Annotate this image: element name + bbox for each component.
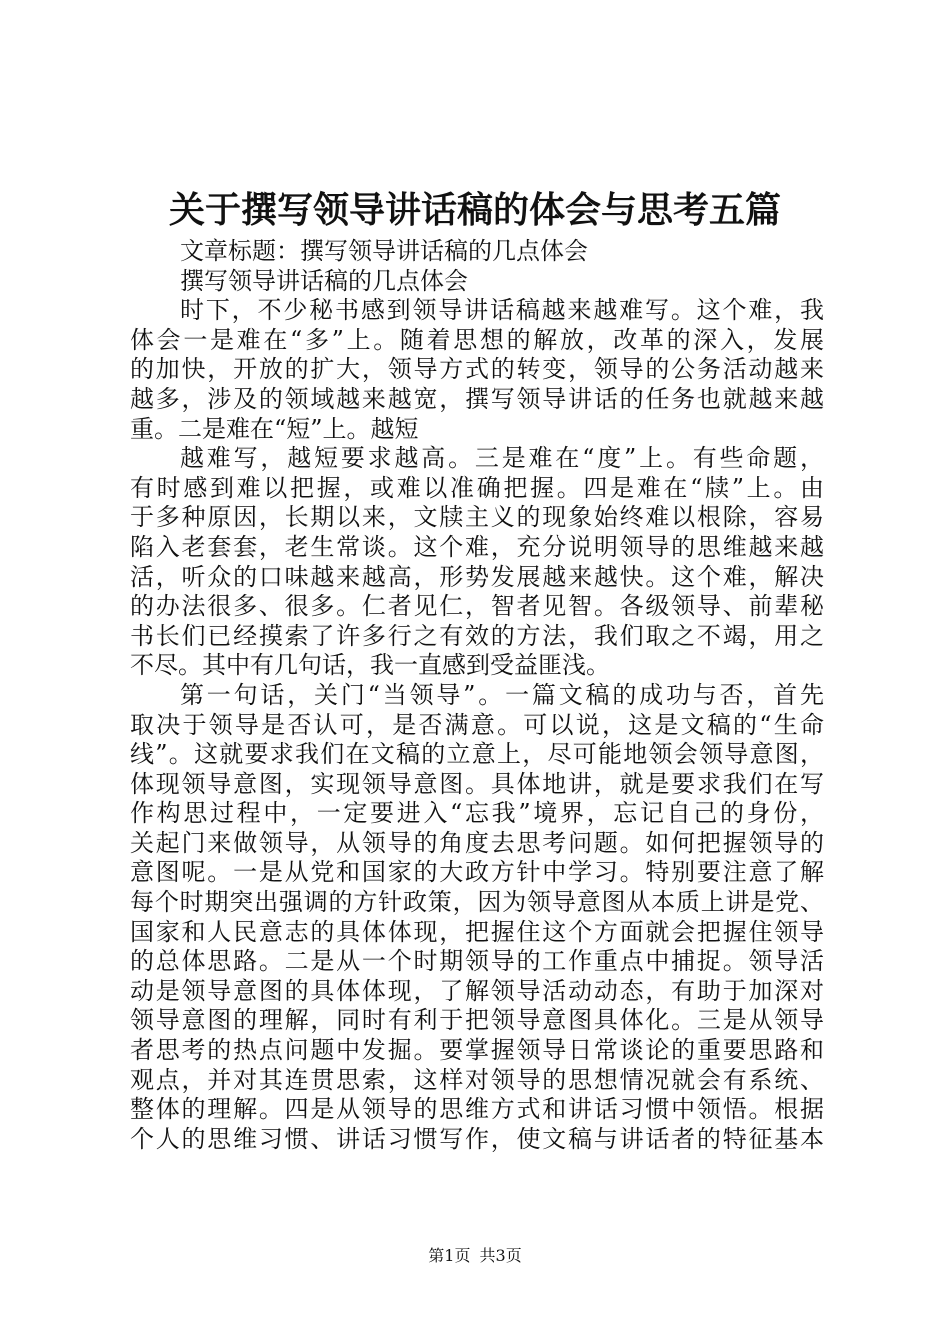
text-line: 整体的理解。四是从领导的思维方式和讲话习惯中领悟。根据 bbox=[130, 1095, 824, 1124]
text-line: 领导意图的理解，同时有利于把领导意图具体化。三是从领导 bbox=[130, 1006, 824, 1035]
text-line: 越难写，越短要求越高。三是难在“度”上。有些命题， bbox=[180, 444, 824, 473]
text-line: 观点，并对其连贯思索，这样对领导的思想情况就会有系统、 bbox=[130, 1065, 824, 1094]
text-line: 陷入老套套，老生常谈。这个难，充分说明领导的思维越来越 bbox=[130, 532, 824, 561]
text-line: 重。二是难在“短”上。越短 bbox=[130, 414, 419, 443]
document-body bbox=[130, 237, 824, 1154]
text-line: 关起门来做领导，从领导的角度去思考问题。如何把握领导的 bbox=[130, 828, 824, 857]
text-line: 活，听众的口味越来越高，形势发展越来越快。这个难，解决 bbox=[130, 562, 824, 591]
text-line: 有时感到难以把握，或难以准确把握。四是难在“牍”上。由 bbox=[130, 473, 824, 502]
text-line: 者思考的热点问题中发掘。要掌握领导日常谈论的重要思路和 bbox=[130, 1036, 824, 1065]
text-line: 不尽。其中有几句话，我一直感到受益匪浅。 bbox=[130, 651, 610, 680]
text-line: 越多，涉及的领域越来越宽，撰写领导讲话的任务也就越来越 bbox=[130, 384, 824, 413]
text-line: 时下，不少秘书感到领导讲话稿越来越难写。这个难，我 bbox=[180, 296, 824, 325]
text-line: 书长们已经摸索了许多行之有效的方法，我们取之不竭，用之 bbox=[130, 621, 824, 650]
text-line: 动是领导意图的具体体现，了解领导活动动态，有助于加深对 bbox=[130, 976, 824, 1005]
text-line: 意图呢。一是从党和国家的大政方针中学习。特别要注意了解 bbox=[130, 858, 824, 887]
text-line: 作构思过程中，一定要进入“忘我”境界，忘记自己的身份， bbox=[130, 799, 824, 828]
text-line: 第一句话，关门“当领导”。一篇文稿的成功与否，首先 bbox=[180, 680, 824, 709]
text-line: 取决于领导是否认可，是否满意。可以说，这是文稿的“生命 bbox=[130, 710, 824, 739]
page-footer bbox=[0, 1245, 950, 1267]
page-total: 共3页 bbox=[479, 1246, 522, 1265]
document-title: 关于撰写领导讲话稿的体会与思考五篇 bbox=[168, 189, 781, 231]
text-line: 的总体思路。二是从一个时期领导的工作重点中捕捉。领导活 bbox=[130, 947, 824, 976]
text-line: 的加快，开放的扩大，领导方式的转变，领导的公务活动越来 bbox=[130, 355, 824, 384]
text-line: 每个时期突出强调的方针政策，因为领导意图从本质上讲是党、 bbox=[130, 888, 824, 917]
text-line: 个人的思维习惯、讲话习惯写作，使文稿与讲话者的特征基本 bbox=[130, 1124, 824, 1153]
text-line: 国家和人民意志的具体体现，把握住这个方面就会把握住领导 bbox=[130, 917, 824, 946]
page-number: 第1页 bbox=[428, 1246, 471, 1265]
text-line: 于多种原因，长期以来，文牍主义的现象始终难以根除，容易 bbox=[130, 503, 824, 532]
text-line: 撰写领导讲话稿的几点体会 bbox=[180, 266, 468, 295]
text-line: 体现领导意图，实现领导意图。具体地讲，就是要求我们在写 bbox=[130, 769, 824, 798]
text-line: 体会一是难在“多”上。随着思想的解放，改革的深入，发展 bbox=[130, 325, 824, 354]
text-line: 的办法很多、很多。仁者见仁，智者见智。各级领导、前辈秘 bbox=[130, 592, 824, 621]
text-line: 文章标题：撰写领导讲话稿的几点体会 bbox=[180, 237, 588, 265]
text-line: 线”。这就要求我们在文稿的立意上，尽可能地领会领导意图， bbox=[130, 740, 824, 769]
